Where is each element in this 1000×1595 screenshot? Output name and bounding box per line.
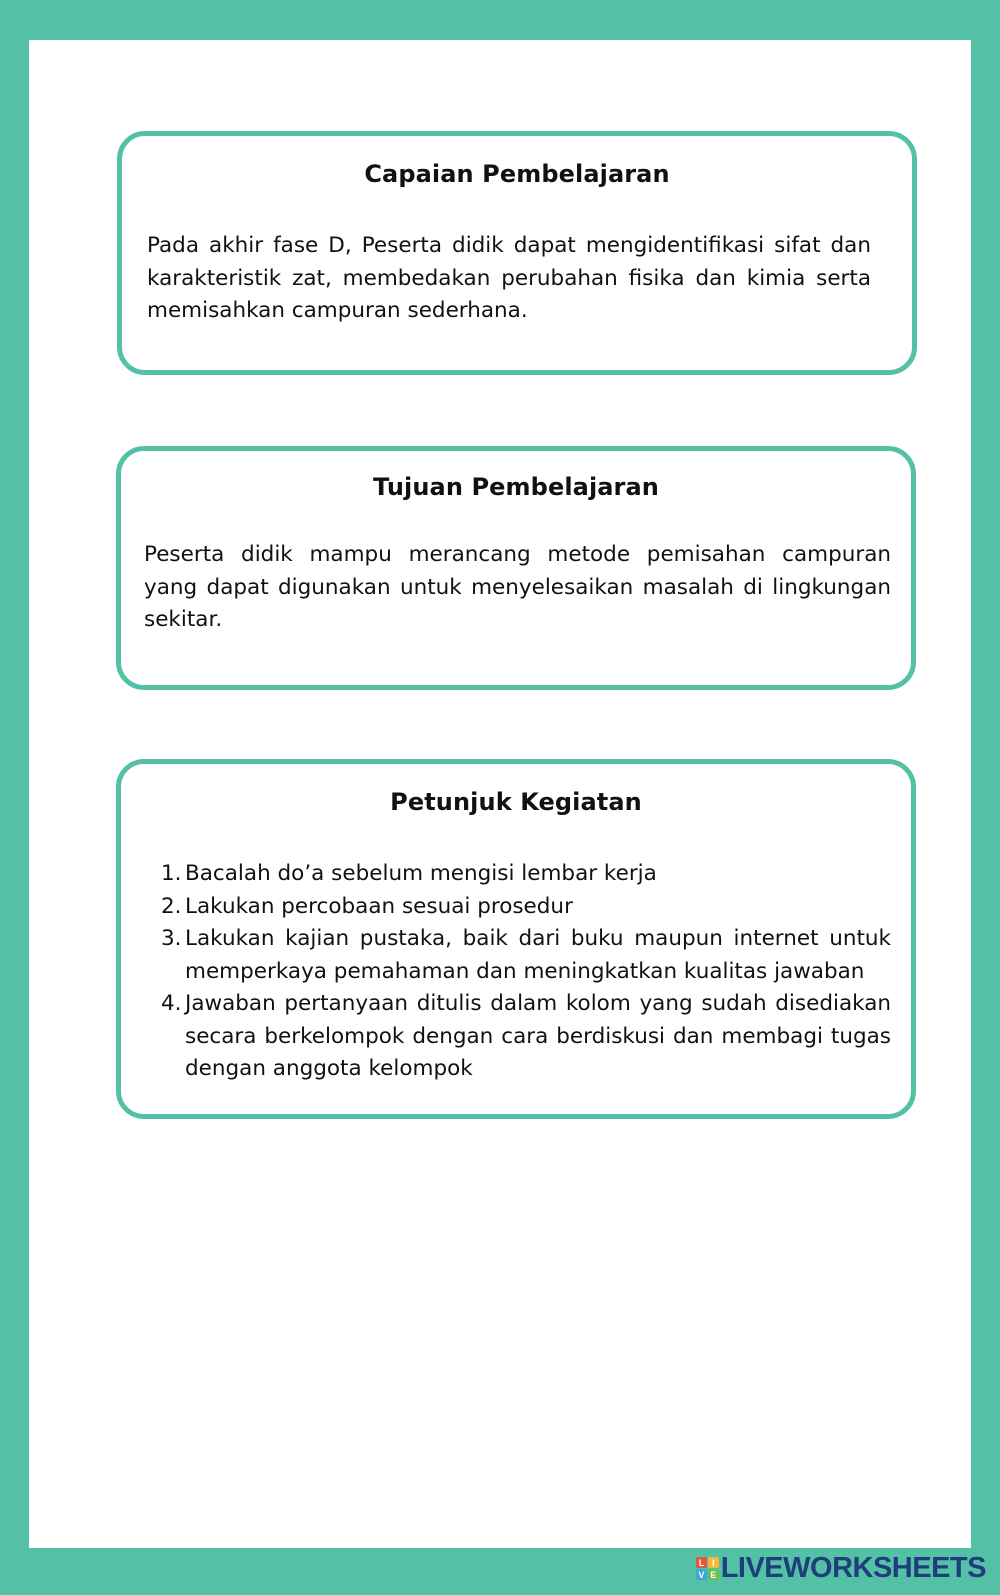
logo-letter: V (696, 1569, 707, 1580)
list-item-text: Bacalah do’a sebelum mengisi lembar kerja (185, 861, 657, 886)
list-item (161, 891, 891, 924)
capaian-title: Capaian Pembelajaran (364, 160, 670, 188)
capaian-body: Pada akhir fase D, Peserta didik dapat mengidentifikasi sifat dan karakteristik zat, membedakan perubahan fisika dan kimia serta memisahkan campuran sederhana. (147, 233, 871, 323)
list-item-number: 4. (161, 991, 182, 1016)
logo-letter: I (708, 1557, 719, 1568)
worksheet-page (29, 40, 971, 1548)
brand-name: LIVEWORKSHEETS (720, 1552, 986, 1584)
petunjuk-card (116, 759, 916, 1119)
list-item-number: 2. (161, 893, 182, 919)
liveworksheets-logo[interactable] (696, 1552, 986, 1585)
list-item (161, 923, 891, 988)
list-item-text: Jawaban pertanyaan ditulis dalam kolom yang sudah disediakan secara berkelompok dengan cara berdiskusi dan membagi tugas dengan anggota kelompok (185, 991, 891, 1081)
list-item-number: 1. (161, 861, 182, 886)
petunjuk-title: Petunjuk Kegiatan (390, 788, 642, 816)
logo-letter: E (708, 1569, 719, 1580)
list-item-text: Lakukan percobaan sesuai prosedur (185, 893, 573, 919)
logo-letter: L (696, 1557, 707, 1568)
list-item (161, 858, 891, 891)
tujuan-title: Tujuan Pembelajaran (373, 473, 659, 501)
list-item (161, 988, 891, 1086)
live-logo-icon (696, 1557, 719, 1580)
tujuan-body: Peserta didik mampu merancang metode pemisahan campuran yang dapat digunakan untuk menyelesaikan masalah di lingkungan sekitar. (144, 542, 891, 632)
list-item-number: 3. (161, 926, 182, 951)
tujuan-card (116, 446, 916, 690)
list-item-text: Lakukan kajian pustaka, baik dari buku maupun internet untuk memperkaya pemahaman dan meningkatkan kualitas jawaban (185, 926, 891, 984)
petunjuk-list (161, 858, 891, 1086)
capaian-card (117, 131, 917, 375)
